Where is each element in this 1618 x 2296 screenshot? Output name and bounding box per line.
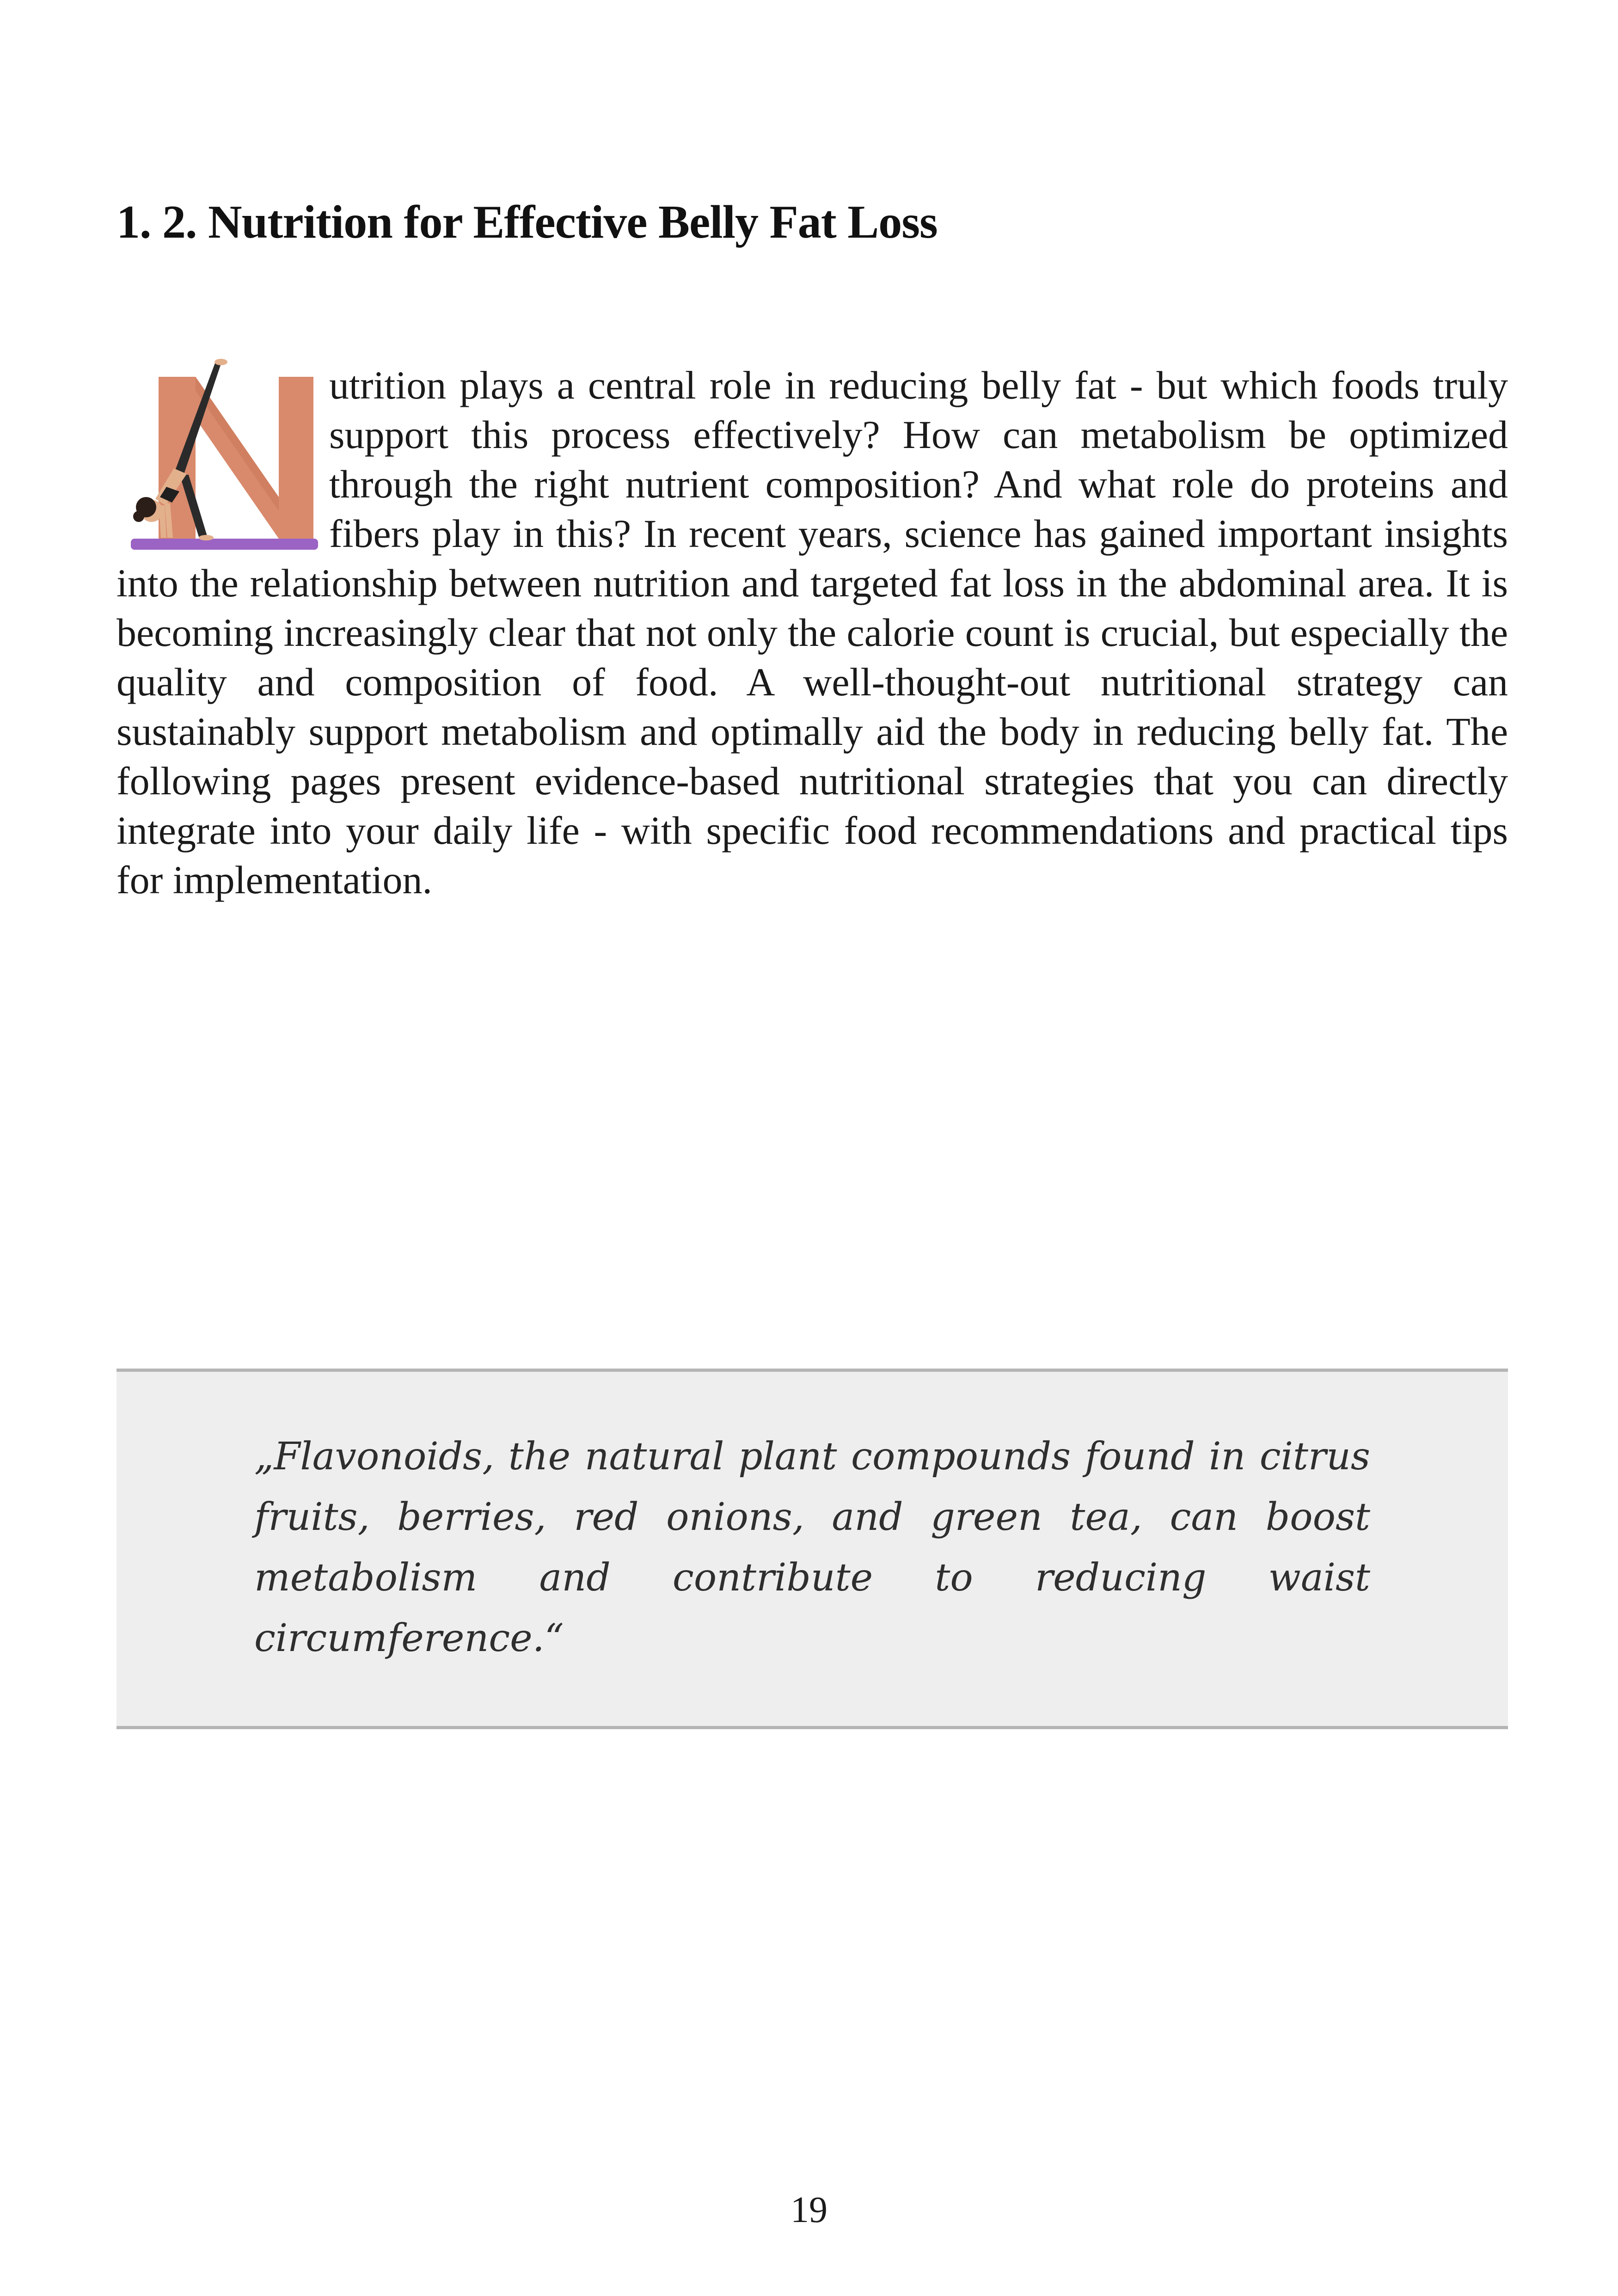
page-number: 19: [791, 2190, 827, 2230]
pull-quote-box: [116, 1369, 1508, 1729]
section-heading: 1. 2. Nutrition for Effective Belly Fat Loss: [116, 196, 938, 248]
intro-paragraph: [116, 361, 1508, 905]
paragraph-text: utrition plays a central role in reducing belly fat - but which foods truly support this process effectively? How can metabolism be optimized through the right nutrient composition? And what role do proteins and fibers play in this? In recent years, science has gained important insights into the relationship between nutrition and targeted fat loss in the abdominal area. It is becoming increasingly clear that not only the calorie count is crucial, but especially the quality and composition of food. A well-thought-out nutritional strategy can sustainably support metabolism and optimally aid the body in reducing belly fat. The following pages present evidence-based nutritional strategies that you can directly integrate into your daily life - with specific food recommendations and practical tips for implementation.: [116, 363, 1508, 902]
pull-quote-text: „Flavonoids, the natural plant compounds found in citrus fruits, berries, red onions, and green tea, can boost metabolism and contribute to reducing waist circumference.“: [254, 1435, 1370, 1660]
